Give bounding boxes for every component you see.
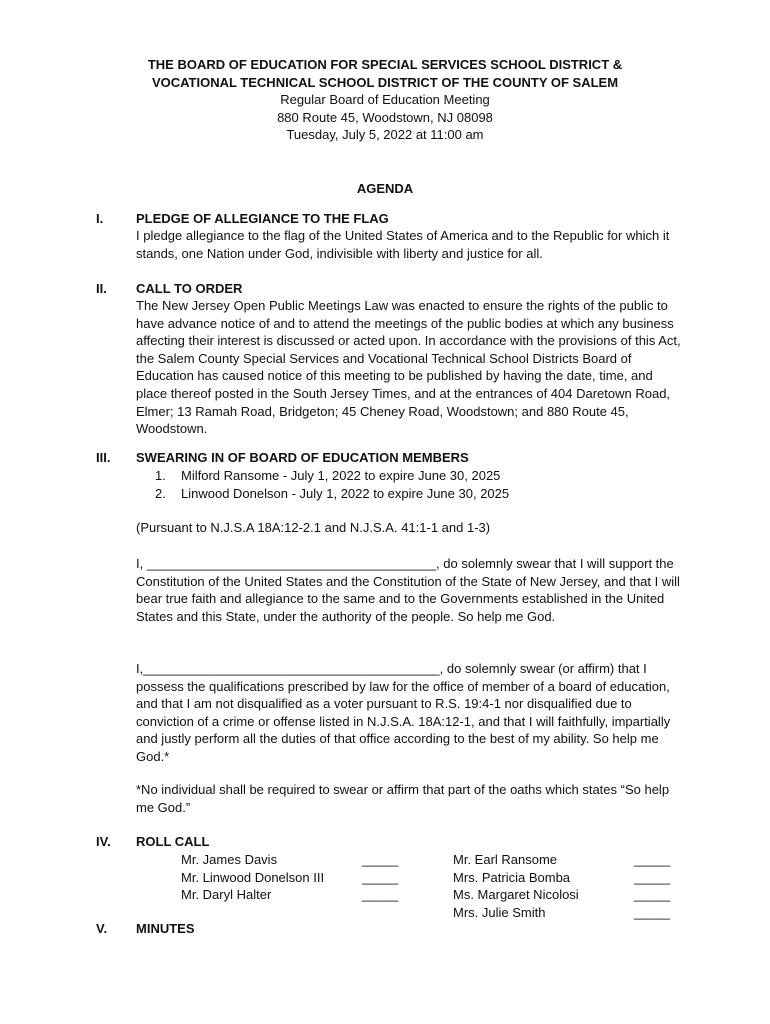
roll-call-blank: _____ — [362, 869, 399, 885]
roll-call-member: Mr. Earl Ransome — [453, 852, 558, 867]
agenda-title: AGENDA — [356, 181, 414, 196]
section-numeral: V. — [96, 921, 108, 936]
section-numeral: II. — [96, 281, 107, 296]
section-title-minutes: MINUTES — [136, 921, 195, 936]
roll-call-member: Ms. Margaret Nicolosi — [453, 887, 579, 903]
document-header — [0, 56, 770, 144]
list-item-number: 1. — [155, 468, 166, 483]
section-title-call-to-order: CALL TO ORDER — [136, 281, 243, 296]
roll-call-blank: _____ — [634, 852, 671, 867]
list-item-number: 2. — [155, 485, 166, 501]
meeting-address: 880 Route 45, Woodstown, NJ 08098 — [277, 109, 493, 125]
roll-call-blank: _____ — [634, 904, 671, 920]
list-item-text: Milford Ransome - July 1, 2022 to expire June 30, 2025 — [181, 468, 501, 483]
section-title-roll-call: ROLL CALL — [136, 834, 210, 849]
district-name-line1: THE BOARD OF EDUCATION FOR SPECIAL SERVICES SCHOOL DISTRICT & — [147, 57, 623, 72]
roll-call-blank: _____ — [634, 887, 671, 903]
roll-call-left-blanks — [362, 851, 398, 904]
roll-call-member: Mrs. Julie Smith — [453, 904, 546, 920]
section-title-swearing-in: SWEARING IN OF BOARD OF EDUCATION MEMBERS — [136, 450, 469, 465]
section-numeral: IV. — [96, 834, 111, 849]
list-item — [155, 485, 509, 503]
roll-call-right-names — [453, 851, 579, 921]
roll-call-blank: _____ — [634, 869, 671, 885]
roll-call-blank: _____ — [362, 852, 399, 867]
list-item-text: Linwood Donelson - July 1, 2022 to expire June 30, 2025 — [181, 485, 510, 501]
oath-of-allegiance: I, ________________________________________, do solemnly swear that I will support the Constitution of the United States and the Constitution of the State of New Jersey, and that I will bear true faith and allegiance to the same and to the Governments established in the United States and this State, under the authority of the people. So help me God. — [136, 556, 680, 624]
meeting-datetime: Tuesday, July 5, 2022 at 11:00 am — [286, 127, 484, 143]
roll-call-member: Mrs. Patricia Bomba — [453, 869, 571, 885]
swearing-in-list — [155, 467, 509, 502]
district-name-line2: VOCATIONAL TECHNICAL SCHOOL DISTRICT OF THE COUNTY OF SALEM — [151, 74, 619, 90]
pledge-text: I pledge allegiance to the flag of the United States of America and to the Republic for which it stands, one Nation under God, indivisible with liberty and justice for all. — [136, 228, 670, 261]
call-to-order-text: The New Jersey Open Public Meetings Law was enacted to ensure the rights of the public to have advance notice of and to attend the meetings of the public bodies at which any business affecting their interest is discussed or acted upon. In accordance with the provisions of this Act, the Salem County Special Services and Vocational Technical School Districts Board of Education has caused notice of this meeting to be published by having the date, time, and place thereof posted in the South Jersey Times, and at the entrances of 404 Daretown Road, Elmer; 13 Ramah Road, Bridgeton; 45 Cheney Road, Woodstown; and 880 Route 45, Woodstown. — [136, 298, 681, 437]
roll-call-member: Mr. Daryl Halter — [181, 887, 272, 903]
section-numeral: I. — [96, 211, 104, 226]
roll-call-blank: _____ — [362, 887, 399, 903]
pursuant-note: (Pursuant to N.J.S.A 18A:12-2.1 and N.J.S.A. 41:1-1 and 1-3) — [136, 520, 491, 535]
section-title-pledge: PLEDGE OF ALLEGIANCE TO THE FLAG — [136, 211, 389, 226]
oath-of-office: I,_________________________________________, do solemnly swear (or affirm) that I possess the qualifications prescribed by law for the office of member of a board of education, and that I am not disqualified as a voter pursuant to R.S. 19:4-1 nor disqualified due to conviction of a crime or offense listed in N.J.S.A. 18A:12-1, and that I will faithfully, impartially and justly perform all the duties of that office according to the best of my ability. So help me God.* — [136, 661, 671, 764]
roll-call-left-names — [181, 851, 324, 904]
meeting-type: Regular Board of Education Meeting — [280, 92, 490, 108]
section-numeral: III. — [96, 450, 111, 465]
list-item — [155, 467, 509, 485]
oath-footnote: *No individual shall be required to swear or affirm that part of the oaths which states “So help me God.” — [136, 782, 670, 815]
roll-call-right-blanks — [634, 851, 670, 921]
roll-call-member: Mr. Linwood Donelson III — [181, 869, 325, 885]
roll-call-member: Mr. James Davis — [181, 852, 278, 867]
